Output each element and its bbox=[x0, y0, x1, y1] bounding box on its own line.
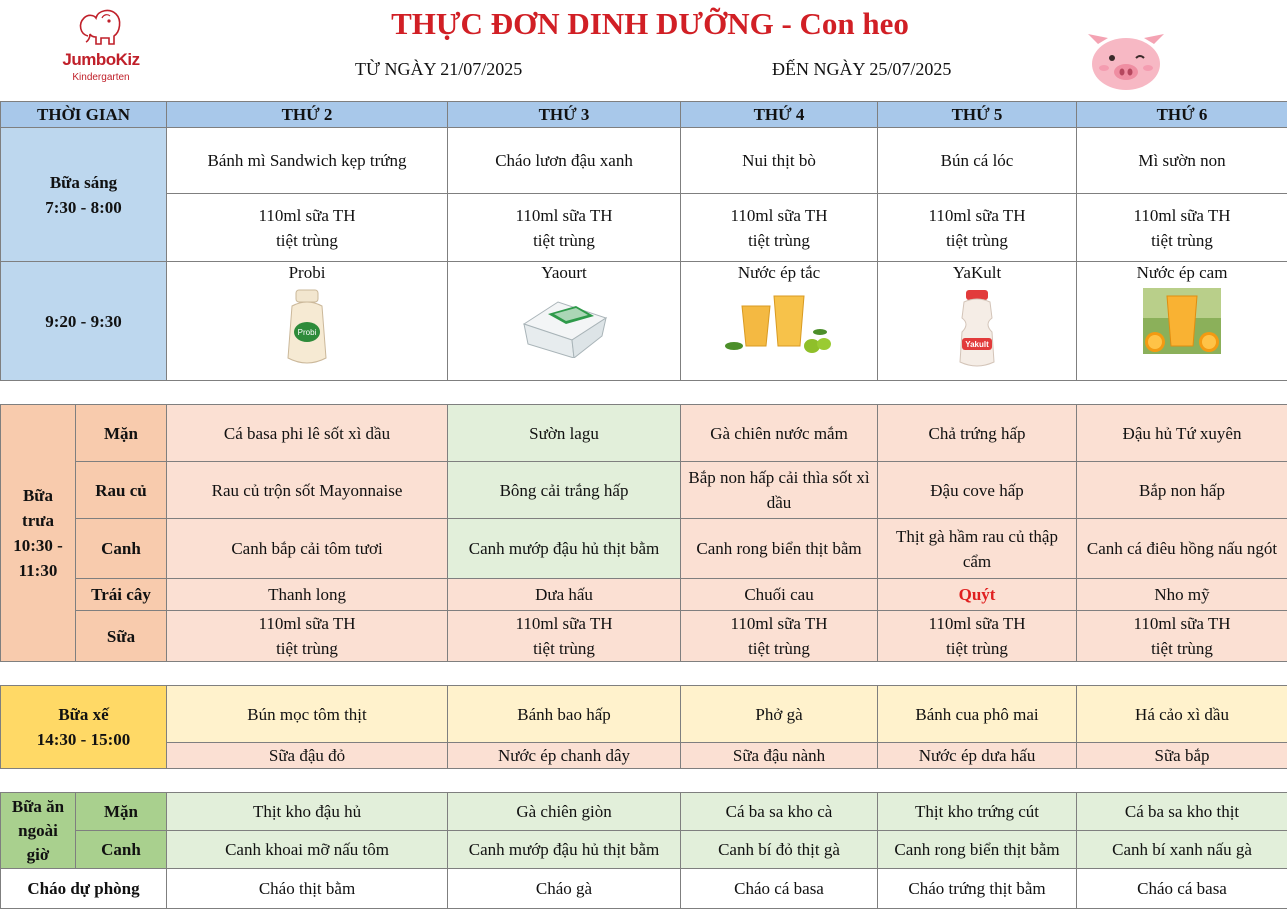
milk-line-2: tiệt trùng bbox=[276, 230, 338, 250]
logo-brand-text: JumboKiz bbox=[62, 50, 140, 69]
breakfast-milk-wed bbox=[681, 194, 878, 262]
afternoon-thu: Bánh cua phô mai bbox=[878, 686, 1077, 743]
lunch-man-wed: Gà chiên nước mắm bbox=[681, 405, 878, 462]
extra-canh-thu: Canh rong biển thịt bằm bbox=[878, 831, 1077, 869]
brand-logo bbox=[52, 6, 144, 86]
milk-line-1: 110ml sữa TH bbox=[515, 205, 613, 225]
lunch-rau-fri: Bắp non hấp bbox=[1077, 462, 1287, 519]
milk-line-2: tiệt trùng bbox=[1151, 230, 1213, 250]
yogurt-cup-icon bbox=[518, 288, 610, 358]
afternoon-drink-row bbox=[1, 743, 1287, 769]
lunch-fruit-fri: Nho mỹ bbox=[1077, 579, 1287, 611]
morning-snack-row bbox=[1, 262, 1287, 381]
lunch-man-mon: Cá basa phi lê sốt xì dầu bbox=[167, 405, 448, 462]
morning-snack-time: 9:20 - 9:30 bbox=[1, 262, 167, 381]
breakfast-milk-thu bbox=[878, 194, 1077, 262]
yakult-bottle-icon bbox=[952, 288, 1002, 370]
afternoon-label-cell bbox=[1, 686, 167, 769]
lunch-canh-fri: Canh cá điêu hồng nấu ngót bbox=[1077, 519, 1287, 579]
milk-line-1: 110ml sữa TH bbox=[515, 614, 613, 633]
reserve-fri: Cháo cá basa bbox=[1077, 869, 1287, 909]
extra-man-thu: Thịt kho trứng cút bbox=[878, 793, 1077, 831]
extra-canh-mon: Canh khoai mỡ nấu tôm bbox=[167, 831, 448, 869]
extra-man-tue: Gà chiên giòn bbox=[448, 793, 681, 831]
to-date: ĐẾN NGÀY 25/07/2025 bbox=[772, 59, 952, 79]
milk-line-1: 110ml sữa TH bbox=[1133, 614, 1231, 633]
breakfast-thu: Bún cá lóc bbox=[878, 128, 1077, 194]
lunch-row-milk bbox=[1, 611, 1287, 662]
afternoon-drink-fri: Sữa bắp bbox=[1077, 743, 1287, 769]
reserve-wed: Cháo cá basa bbox=[681, 869, 878, 909]
lunch-milk-thu bbox=[878, 611, 1077, 662]
lunch-fruit-mon: Thanh long bbox=[167, 579, 448, 611]
afternoon-fri: Há cảo xì dầu bbox=[1077, 686, 1287, 743]
probi-label-text: Probi bbox=[297, 328, 317, 337]
page-header bbox=[0, 0, 1287, 101]
extra-row-man bbox=[1, 793, 1287, 831]
elephant-logo-icon bbox=[74, 6, 124, 52]
lunch-milk-tue bbox=[448, 611, 681, 662]
breakfast-mon: Bánh mì Sandwich kẹp trứng bbox=[167, 128, 448, 194]
extra-label-line-3: giờ bbox=[26, 844, 50, 864]
breakfast-time: 7:30 - 8:00 bbox=[45, 197, 122, 217]
lunch-row-rau-cu bbox=[1, 462, 1287, 519]
afternoon-drink-thu: Nước ép dưa hấu bbox=[878, 743, 1077, 769]
snack-tue bbox=[448, 262, 681, 381]
extra-sublabel: Canh bbox=[76, 831, 167, 869]
extra-canh-wed: Canh bí đỏ thịt gà bbox=[681, 831, 878, 869]
extra-label-line-1: Bữa ăn bbox=[11, 796, 65, 816]
lunch-label-cell bbox=[1, 405, 76, 662]
lunch-rau-thu: Đậu cove hấp bbox=[878, 462, 1077, 519]
snack-name-mon: Probi bbox=[288, 263, 326, 282]
snack-name-fri: Nước ép cam bbox=[1136, 263, 1228, 282]
extra-man-wed: Cá ba sa kho cà bbox=[681, 793, 878, 831]
milk-line-2: tiệt trùng bbox=[946, 230, 1008, 250]
lunch-rau-tue: Bông cải trắng hấp bbox=[448, 462, 681, 519]
breakfast-fri: Mì sườn non bbox=[1077, 128, 1287, 194]
lunch-fruit-wed: Chuối cau bbox=[681, 579, 878, 611]
milk-line-1: 110ml sữa TH bbox=[928, 614, 1026, 633]
lunch-canh-wed: Canh rong biển thịt bằm bbox=[681, 519, 878, 579]
lunch-sublabel: Canh bbox=[76, 519, 167, 579]
lunch-sublabel: Rau củ bbox=[76, 462, 167, 519]
spacer-cell bbox=[1, 769, 1287, 793]
spacer-cell bbox=[1, 381, 1287, 405]
lunch-row-fruit bbox=[1, 579, 1287, 611]
lunch-row-canh bbox=[1, 519, 1287, 579]
milk-line-1: 110ml sữa TH bbox=[258, 205, 356, 225]
afternoon-drink-tue: Nước ép chanh dây bbox=[448, 743, 681, 769]
breakfast-milk-fri bbox=[1077, 194, 1287, 262]
lunch-canh-mon: Canh bắp cải tôm tươi bbox=[167, 519, 448, 579]
lunch-label-line-4: 11:30 bbox=[18, 561, 58, 580]
breakfast-label-cell bbox=[1, 128, 167, 262]
lunch-fruit-tue: Dưa hấu bbox=[448, 579, 681, 611]
lunch-label-line-1: Bữa bbox=[22, 486, 54, 505]
extra-label-cell bbox=[1, 793, 76, 869]
column-header-thu: THỨ 5 bbox=[878, 102, 1077, 128]
lunch-rau-wed: Bắp non hấp cải thìa sốt xì dầu bbox=[681, 462, 878, 519]
milk-line-2: tiệt trùng bbox=[748, 639, 810, 658]
extra-label-line-2: ngoài bbox=[18, 820, 58, 840]
snack-fri bbox=[1077, 262, 1287, 381]
table-header-row bbox=[1, 102, 1287, 128]
milk-line-2: tiệt trùng bbox=[533, 639, 595, 658]
milk-line-2: tiệt trùng bbox=[1151, 639, 1213, 658]
probi-bottle-icon bbox=[282, 288, 332, 368]
afternoon-tue: Bánh bao hấp bbox=[448, 686, 681, 743]
extra-man-fri: Cá ba sa kho thịt bbox=[1077, 793, 1287, 831]
breakfast-wed: Nui thịt bò bbox=[681, 128, 878, 194]
breakfast-label: Bữa sáng bbox=[49, 172, 118, 192]
menu-table bbox=[0, 101, 1287, 909]
breakfast-milk-mon bbox=[167, 194, 448, 262]
milk-line-2: tiệt trùng bbox=[533, 230, 595, 250]
breakfast-milk-row bbox=[1, 194, 1287, 262]
spacer-row bbox=[1, 381, 1287, 405]
extra-canh-fri: Canh bí xanh nấu gà bbox=[1077, 831, 1287, 869]
lunch-milk-wed bbox=[681, 611, 878, 662]
column-header-tue: THỨ 3 bbox=[448, 102, 681, 128]
lunch-man-thu: Chả trứng hấp bbox=[878, 405, 1077, 462]
snack-mon bbox=[167, 262, 448, 381]
milk-line-2: tiệt trùng bbox=[748, 230, 810, 250]
extra-canh-tue: Canh mướp đậu hủ thịt bằm bbox=[448, 831, 681, 869]
snack-wed bbox=[681, 262, 878, 381]
snack-thu bbox=[878, 262, 1077, 381]
milk-line-1: 110ml sữa TH bbox=[1133, 205, 1231, 225]
extra-man-mon: Thịt kho đậu hủ bbox=[167, 793, 448, 831]
afternoon-wed: Phở gà bbox=[681, 686, 878, 743]
column-header-wed: THỨ 4 bbox=[681, 102, 878, 128]
afternoon-meal-row bbox=[1, 686, 1287, 743]
lunch-rau-mon: Rau củ trộn sốt Mayonnaise bbox=[167, 462, 448, 519]
reserve-mon: Cháo thịt bằm bbox=[167, 869, 448, 909]
lunch-fruit-thu: Quýt bbox=[878, 579, 1077, 611]
extra-sublabel: Mặn bbox=[76, 793, 167, 831]
lunch-milk-mon bbox=[167, 611, 448, 662]
afternoon-mon: Bún mọc tôm thịt bbox=[167, 686, 448, 743]
orange-juice-icon bbox=[1143, 288, 1221, 354]
reserve-thu: Cháo trứng thịt bằm bbox=[878, 869, 1077, 909]
milk-line-2: tiệt trùng bbox=[276, 639, 338, 658]
breakfast-meal-row bbox=[1, 128, 1287, 194]
lunch-label-line-2: trưa bbox=[22, 511, 54, 530]
lunch-sublabel: Mặn bbox=[76, 405, 167, 462]
yakult-label-text: Yakult bbox=[965, 340, 989, 349]
milk-line-1: 110ml sữa TH bbox=[928, 205, 1026, 225]
snack-name-thu: YaKult bbox=[952, 263, 1002, 282]
from-date: TỪ NGÀY 21/07/2025 bbox=[355, 59, 523, 79]
milk-line-2: tiệt trùng bbox=[946, 639, 1008, 658]
spacer-row bbox=[1, 769, 1287, 793]
snack-name-wed: Nước ép tắc bbox=[737, 263, 821, 282]
afternoon-label: Bữa xế bbox=[58, 705, 109, 724]
milk-line-1: 110ml sữa TH bbox=[730, 205, 828, 225]
lunch-sublabel: Trái cây bbox=[76, 579, 167, 611]
spacer-row bbox=[1, 662, 1287, 686]
kumquat-juice-icon bbox=[724, 288, 834, 358]
lunch-canh-tue: Canh mướp đậu hủ thịt bằm bbox=[448, 519, 681, 579]
reserve-row bbox=[1, 869, 1287, 909]
reserve-tue: Cháo gà bbox=[448, 869, 681, 909]
snack-name-tue: Yaourt bbox=[541, 263, 587, 282]
milk-line-1: 110ml sữa TH bbox=[258, 614, 356, 633]
breakfast-tue: Cháo lươn đậu xanh bbox=[448, 128, 681, 194]
lunch-canh-thu: Thịt gà hầm rau củ thập cẩm bbox=[878, 519, 1077, 579]
pig-face-icon bbox=[1080, 30, 1172, 92]
extra-row-canh bbox=[1, 831, 1287, 869]
lunch-man-tue: Sườn lagu bbox=[448, 405, 681, 462]
lunch-milk-fri bbox=[1077, 611, 1287, 662]
reserve-label: Cháo dự phòng bbox=[1, 869, 167, 909]
breakfast-milk-tue bbox=[448, 194, 681, 262]
column-header-mon: THỨ 2 bbox=[167, 102, 448, 128]
column-header-time: THỜI GIAN bbox=[1, 102, 167, 128]
column-header-fri: THỨ 6 bbox=[1077, 102, 1287, 128]
milk-line-1: 110ml sữa TH bbox=[730, 614, 828, 633]
lunch-row-man bbox=[1, 405, 1287, 462]
lunch-man-fri: Đậu hủ Tứ xuyên bbox=[1077, 405, 1287, 462]
page-title: THỰC ĐƠN DINH DƯỠNG - Con heo bbox=[391, 6, 909, 41]
lunch-label-line-3: 10:30 - bbox=[13, 536, 63, 555]
lunch-sublabel: Sữa bbox=[76, 611, 167, 662]
afternoon-drink-wed: Sữa đậu nành bbox=[681, 743, 878, 769]
logo-sub-text: Kindergarten bbox=[72, 72, 130, 83]
afternoon-drink-mon: Sữa đậu đỏ bbox=[167, 743, 448, 769]
afternoon-time: 14:30 - 15:00 bbox=[36, 730, 131, 749]
spacer-cell bbox=[1, 662, 1287, 686]
